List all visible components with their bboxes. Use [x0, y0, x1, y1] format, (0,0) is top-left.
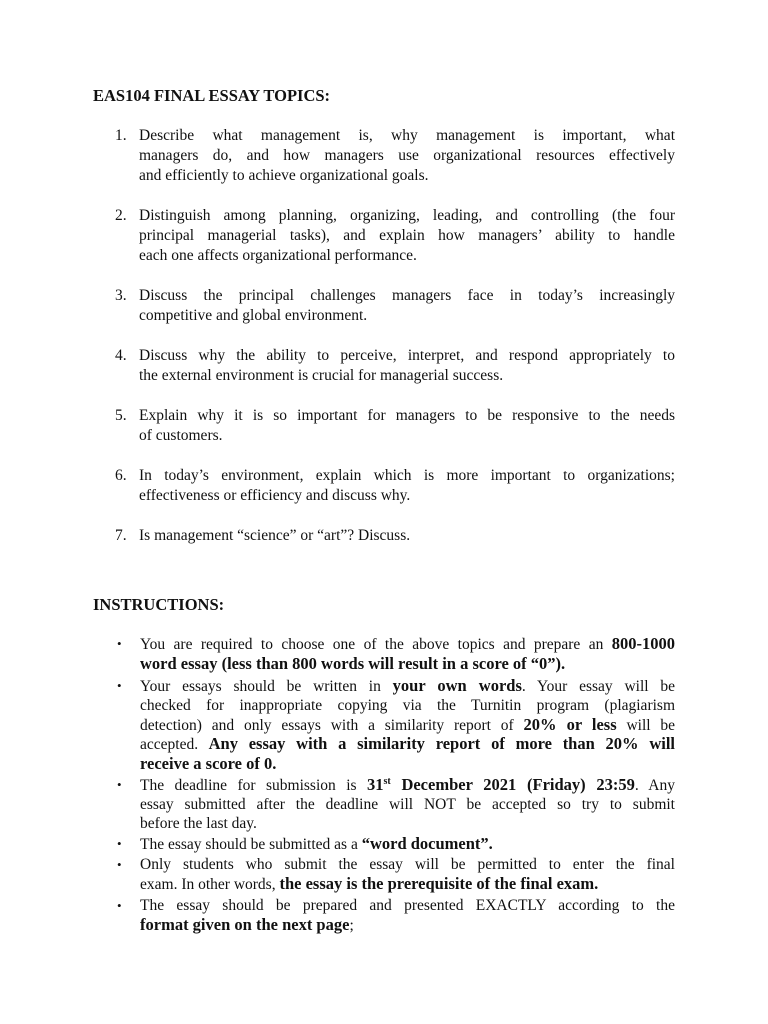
- topic-line: the external environment is crucial for managerial success.: [139, 367, 504, 384]
- topic-text: [139, 466, 675, 506]
- topic-line: effectiveness or efficiency and discuss why.: [139, 487, 411, 504]
- bullet-icon: •: [117, 636, 122, 651]
- topic-line: of customers.: [139, 427, 223, 444]
- instruction-text: [140, 835, 675, 855]
- topic-line: principal managerial tasks), and explain how managers’ ability to handle: [139, 227, 675, 244]
- text-run: The deadline for submission is: [140, 777, 368, 794]
- bullet-icon: •: [117, 857, 122, 872]
- emphasis-text: the essay is the prerequisite of the final exam.: [279, 873, 599, 893]
- emphasis-text: format given on the next page: [140, 914, 350, 934]
- instruction-text: [140, 677, 675, 774]
- topic-item-5: [115, 406, 675, 446]
- emphasis-text: Any essay with a similarity report of more than 20% will: [208, 734, 675, 754]
- topic-line: competitive and global environment.: [139, 307, 368, 324]
- topic-number: 2.: [115, 207, 127, 224]
- topic-number: 5.: [115, 407, 127, 424]
- text-run: . Any: [634, 777, 676, 794]
- bullet-icon: •: [117, 678, 122, 693]
- instruction-text: [140, 635, 675, 674]
- topic-line: managers do, and how managers use organizational resources effectively: [139, 147, 675, 164]
- topic-line: Is management “science” or “art”? Discuss.: [139, 527, 411, 544]
- instructions-heading: INSTRUCTIONS:: [93, 595, 225, 614]
- topic-item-2: [115, 206, 675, 266]
- topic-item-6: [115, 466, 675, 506]
- text-run: Only students who submit the essay will be permitted to enter the final: [140, 856, 675, 873]
- topic-item-3: [115, 286, 675, 326]
- topic-text: [139, 406, 675, 446]
- text-run: detection) and only essays with a similarity report of: [140, 716, 524, 734]
- topic-text: [139, 346, 675, 386]
- topic-text: [139, 286, 675, 326]
- topic-line: each one affects organizational performance.: [139, 247, 417, 264]
- emphasis-text: your own words: [392, 676, 522, 695]
- topic-text: [139, 206, 675, 266]
- bullet-icon: •: [117, 777, 122, 792]
- topic-item-7: [115, 526, 675, 546]
- topic-line: Distinguish among planning, organizing, leading, and controlling (the four: [139, 207, 675, 224]
- topic-line: Discuss the principal challenges managers face in today’s increasingly: [139, 287, 675, 304]
- text-run: accepted.: [140, 736, 209, 754]
- topic-number: 6.: [115, 467, 127, 484]
- topic-line: and efficiently to achieve organizational goals.: [139, 167, 429, 184]
- emphasis-text: 20% or less: [523, 714, 617, 734]
- topic-item-1: [115, 126, 675, 186]
- text-run: Your essays should be written in: [140, 678, 393, 695]
- text-run: checked for inappropriate copying via the Turnitin program (plagiarism: [140, 696, 675, 714]
- topic-line: Describe what management is, why management is important, what: [139, 127, 675, 144]
- text-run: You are required to choose one of the above topics and prepare an: [140, 636, 612, 653]
- instruction-item-2: [117, 677, 675, 774]
- text-run: The essay should be prepared and presented EXACTLY according to the: [140, 897, 675, 914]
- topic-number: 4.: [115, 347, 127, 364]
- instruction-item-3: [117, 776, 675, 833]
- emphasis-text: 800-1000: [611, 634, 675, 653]
- topic-text: [139, 526, 675, 546]
- topic-number: 1.: [115, 127, 127, 144]
- emphasis-text: “word document”.: [361, 834, 493, 853]
- topic-line: Explain why it is so important for managers to be responsive to the needs: [139, 407, 675, 424]
- deadline-date: 31st December 2021 (Friday) 23:59: [367, 775, 635, 794]
- topic-line: In today’s environment, explain which is more important to organizations;: [139, 467, 675, 484]
- bullet-icon: •: [117, 836, 122, 851]
- text-run: exam. In other words,: [140, 875, 280, 893]
- topic-number: 7.: [115, 527, 127, 544]
- bullet-icon: •: [117, 898, 122, 913]
- topic-text: [139, 126, 675, 186]
- text-run: before the last day.: [140, 814, 257, 832]
- text-run: The essay should be submitted as a: [140, 836, 362, 853]
- emphasis-text: receive a score of 0.: [140, 754, 277, 774]
- document-title: EAS104 FINAL ESSAY TOPICS:: [93, 86, 331, 105]
- topic-line: Discuss why the ability to perceive, interpret, and respond appropriately to: [139, 347, 675, 364]
- emphasis-text: word essay (less than 800 words will result in a score of “0”).: [140, 653, 566, 673]
- instruction-text: [140, 776, 675, 833]
- instruction-item-4: [117, 835, 675, 855]
- instruction-item-6: [117, 897, 675, 936]
- instruction-item-5: [117, 856, 675, 895]
- instruction-text: [140, 897, 675, 936]
- text-run: . Your essay will be: [521, 678, 675, 695]
- topic-number: 3.: [115, 287, 127, 304]
- topic-item-4: [115, 346, 675, 386]
- text-run: ;: [349, 916, 354, 934]
- text-run: essay submitted after the deadline will NOT be accepted so try to submit: [140, 795, 675, 813]
- instruction-text: [140, 856, 675, 895]
- text-run: will be: [616, 716, 676, 734]
- instruction-item-1: [117, 635, 675, 674]
